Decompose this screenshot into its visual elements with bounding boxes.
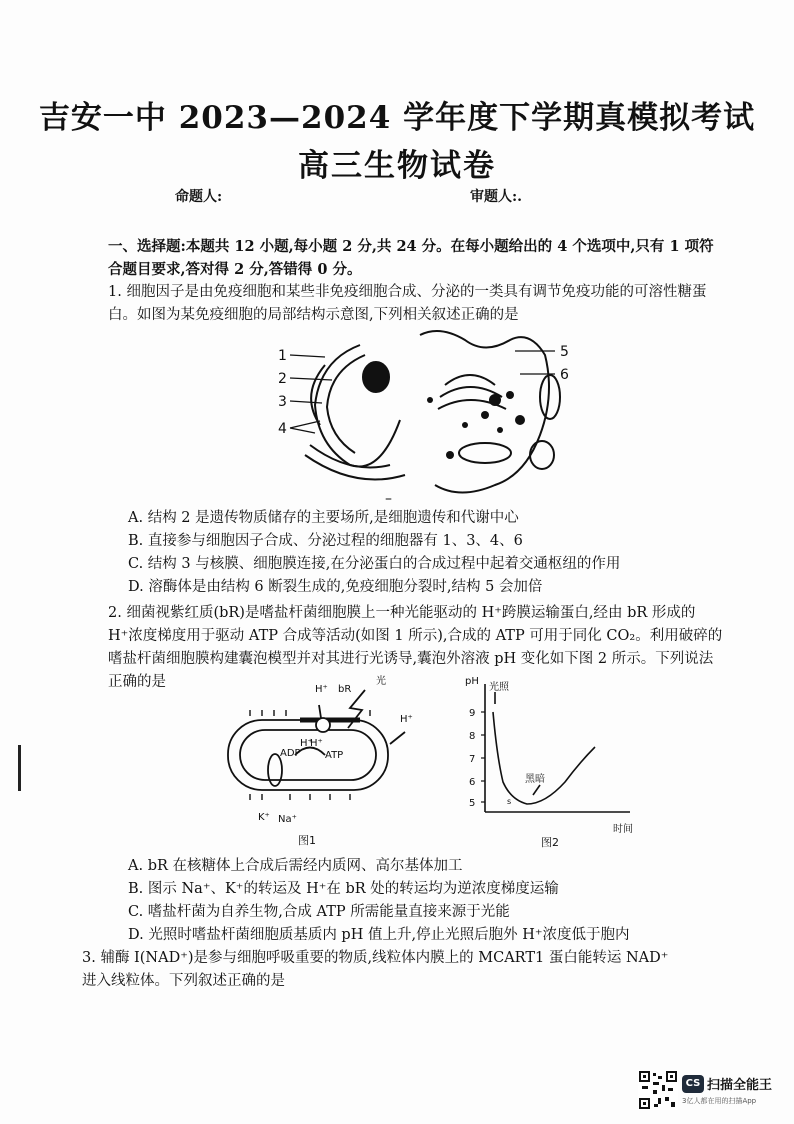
- fig1-label-1: 1: [278, 348, 287, 364]
- fig2-light-on: 光照: [489, 682, 509, 693]
- fig1-na: Na⁺: [278, 814, 297, 825]
- exam-title: 吉安一中 2023—2024 学年度下学期真模拟考试: [38, 100, 756, 136]
- q1-option-b[interactable]: B. 直接参与细胞因子合成、分泌过程的细胞器有 1、3、4、6: [128, 533, 523, 549]
- fig2-dark: 黑暗: [525, 774, 545, 785]
- camscanner-tagline: 3亿人都在用的扫描App: [682, 1097, 757, 1105]
- q1-stem-line2: 白。如图为某免疫细胞的局部结构示意图,下列相关叙述正确的是: [108, 307, 519, 323]
- fig1-h-inner1: H⁺: [300, 738, 313, 749]
- nuclear-envelope-inner: [327, 355, 365, 453]
- q2-option-c[interactable]: C. 嗜盐杆菌为自养生物,合成 ATP 所需能量直接来源于光能: [128, 904, 510, 920]
- ph-curve: [493, 712, 595, 804]
- fig2-ytick-6: 6: [469, 777, 476, 788]
- camscanner-logo-icon: CS: [682, 1075, 704, 1093]
- fig2-caption: 图2: [541, 836, 559, 849]
- reviewer-label: 审题人:.: [470, 189, 523, 205]
- author-label: 命题人:: [175, 189, 223, 205]
- q1-option-a[interactable]: A. 结构 2 是遗传物质储存的主要场所,是细胞遗传和代谢中心: [128, 510, 519, 526]
- q1-option-c[interactable]: C. 结构 3 与核膜、细胞膜连接,在分泌蛋白的合成过程中起着交通枢纽的作用: [128, 556, 621, 572]
- fig1-label-5: 5: [560, 344, 569, 360]
- q3-stem-line1: 3. 辅酶 I(NAD⁺)是参与细胞呼吸重要的物质,线粒体内膜上的 MCART1 蛋白能转运 NAD⁺: [82, 950, 669, 966]
- q1-option-d[interactable]: D. 溶酶体是由结构 6 断裂生成的,免疫细胞分裂时,结构 5 会加倍: [128, 579, 543, 595]
- fig1-label-2: 2: [278, 371, 287, 387]
- fig1-label-4: 4: [278, 421, 287, 437]
- scan-margin-mark: [18, 745, 21, 791]
- fig1-k: K⁺: [258, 812, 270, 823]
- mitochondrion: [540, 375, 560, 419]
- fig2-ytick-9: 9: [469, 708, 476, 719]
- fig1-caption: 图1: [298, 834, 316, 847]
- q2-stem-line4: 正确的是: [108, 674, 166, 690]
- fig1-atp: ATP: [325, 750, 344, 761]
- section-intro-line1: 一、选择题:本题共 12 小题,每小题 2 分,共 24 分。在每小题给出的 4 个选项中,只有 1 项符: [108, 238, 714, 255]
- fig2-ytick-7: 7: [469, 754, 476, 765]
- q1-stem-line1: 1. 细胞因子是由免疫细胞和某些非免疫细胞合成、分泌的一类具有调节免疫功能的可溶性糖蛋: [108, 284, 707, 300]
- fig1-label-6: 6: [560, 367, 569, 383]
- q1-cell-diagram: [270, 325, 590, 505]
- q2-option-d[interactable]: D. 光照时嗜盐杆菌细胞质基质内 pH 值上升,停止光照后胞外 H⁺浓度低于胞内: [128, 927, 630, 943]
- q3-stem-line2: 进入线粒体。下列叙述正确的是: [82, 973, 285, 989]
- nucleolus: [363, 362, 389, 392]
- q2-stem-line1: 2. 细菌视紫红质(bR)是嗜盐杆菌细胞膜上一种光能驱动的 H⁺跨膜运输蛋白,经由 bR 形成的: [108, 605, 696, 621]
- fig1-label-3: 3: [278, 394, 287, 410]
- q2-option-a[interactable]: A. bR 在核糖体上合成后需经内质网、高尔基体加工: [128, 858, 463, 874]
- fig1-h-right: H⁺: [400, 714, 413, 725]
- qr-code-icon: [638, 1070, 678, 1110]
- fig1-dash: –: [385, 491, 392, 505]
- exam-subtitle: 高三生物试卷: [298, 148, 496, 184]
- q2-fig1-membrane: [200, 670, 420, 850]
- camscanner-brand: 扫描全能王: [707, 1078, 773, 1093]
- fig1-br: bR: [338, 684, 352, 695]
- q2-option-b[interactable]: B. 图示 Na⁺、K⁺的转运及 H⁺在 bR 处的转运均为逆浓度梯度运输: [128, 881, 559, 897]
- fig1-adp: ADP: [280, 748, 301, 759]
- fig2-ylabel: pH: [465, 676, 479, 687]
- q2-fig2-ph-chart: [455, 672, 655, 852]
- fig1-h-inner2: H⁺: [310, 738, 323, 749]
- fig2-xlabel: 时间: [613, 824, 633, 835]
- fig2-ytick-8: 8: [469, 731, 476, 742]
- fig1-light: 光: [376, 676, 386, 687]
- fig2-stray-mark: s: [507, 797, 512, 806]
- q2-stem-line2: H⁺浓度梯度用于驱动 ATP 合成等活动(如图 1 所示),合成的 ATP 可用于同化 CO₂。利用破碎的: [108, 628, 723, 644]
- section-intro-line2: 合题目要求,答对得 2 分,答错得 0 分。: [108, 261, 362, 278]
- fig2-ytick-5: 5: [469, 798, 476, 809]
- br-protein: [316, 718, 330, 732]
- q2-stem-line3: 嗜盐杆菌细胞膜构建囊泡模型并对其进行光诱导,囊泡外溶液 pH 变化如下图 2 所示。下列说法: [108, 651, 714, 667]
- fig1-h-top: H⁺: [315, 684, 328, 695]
